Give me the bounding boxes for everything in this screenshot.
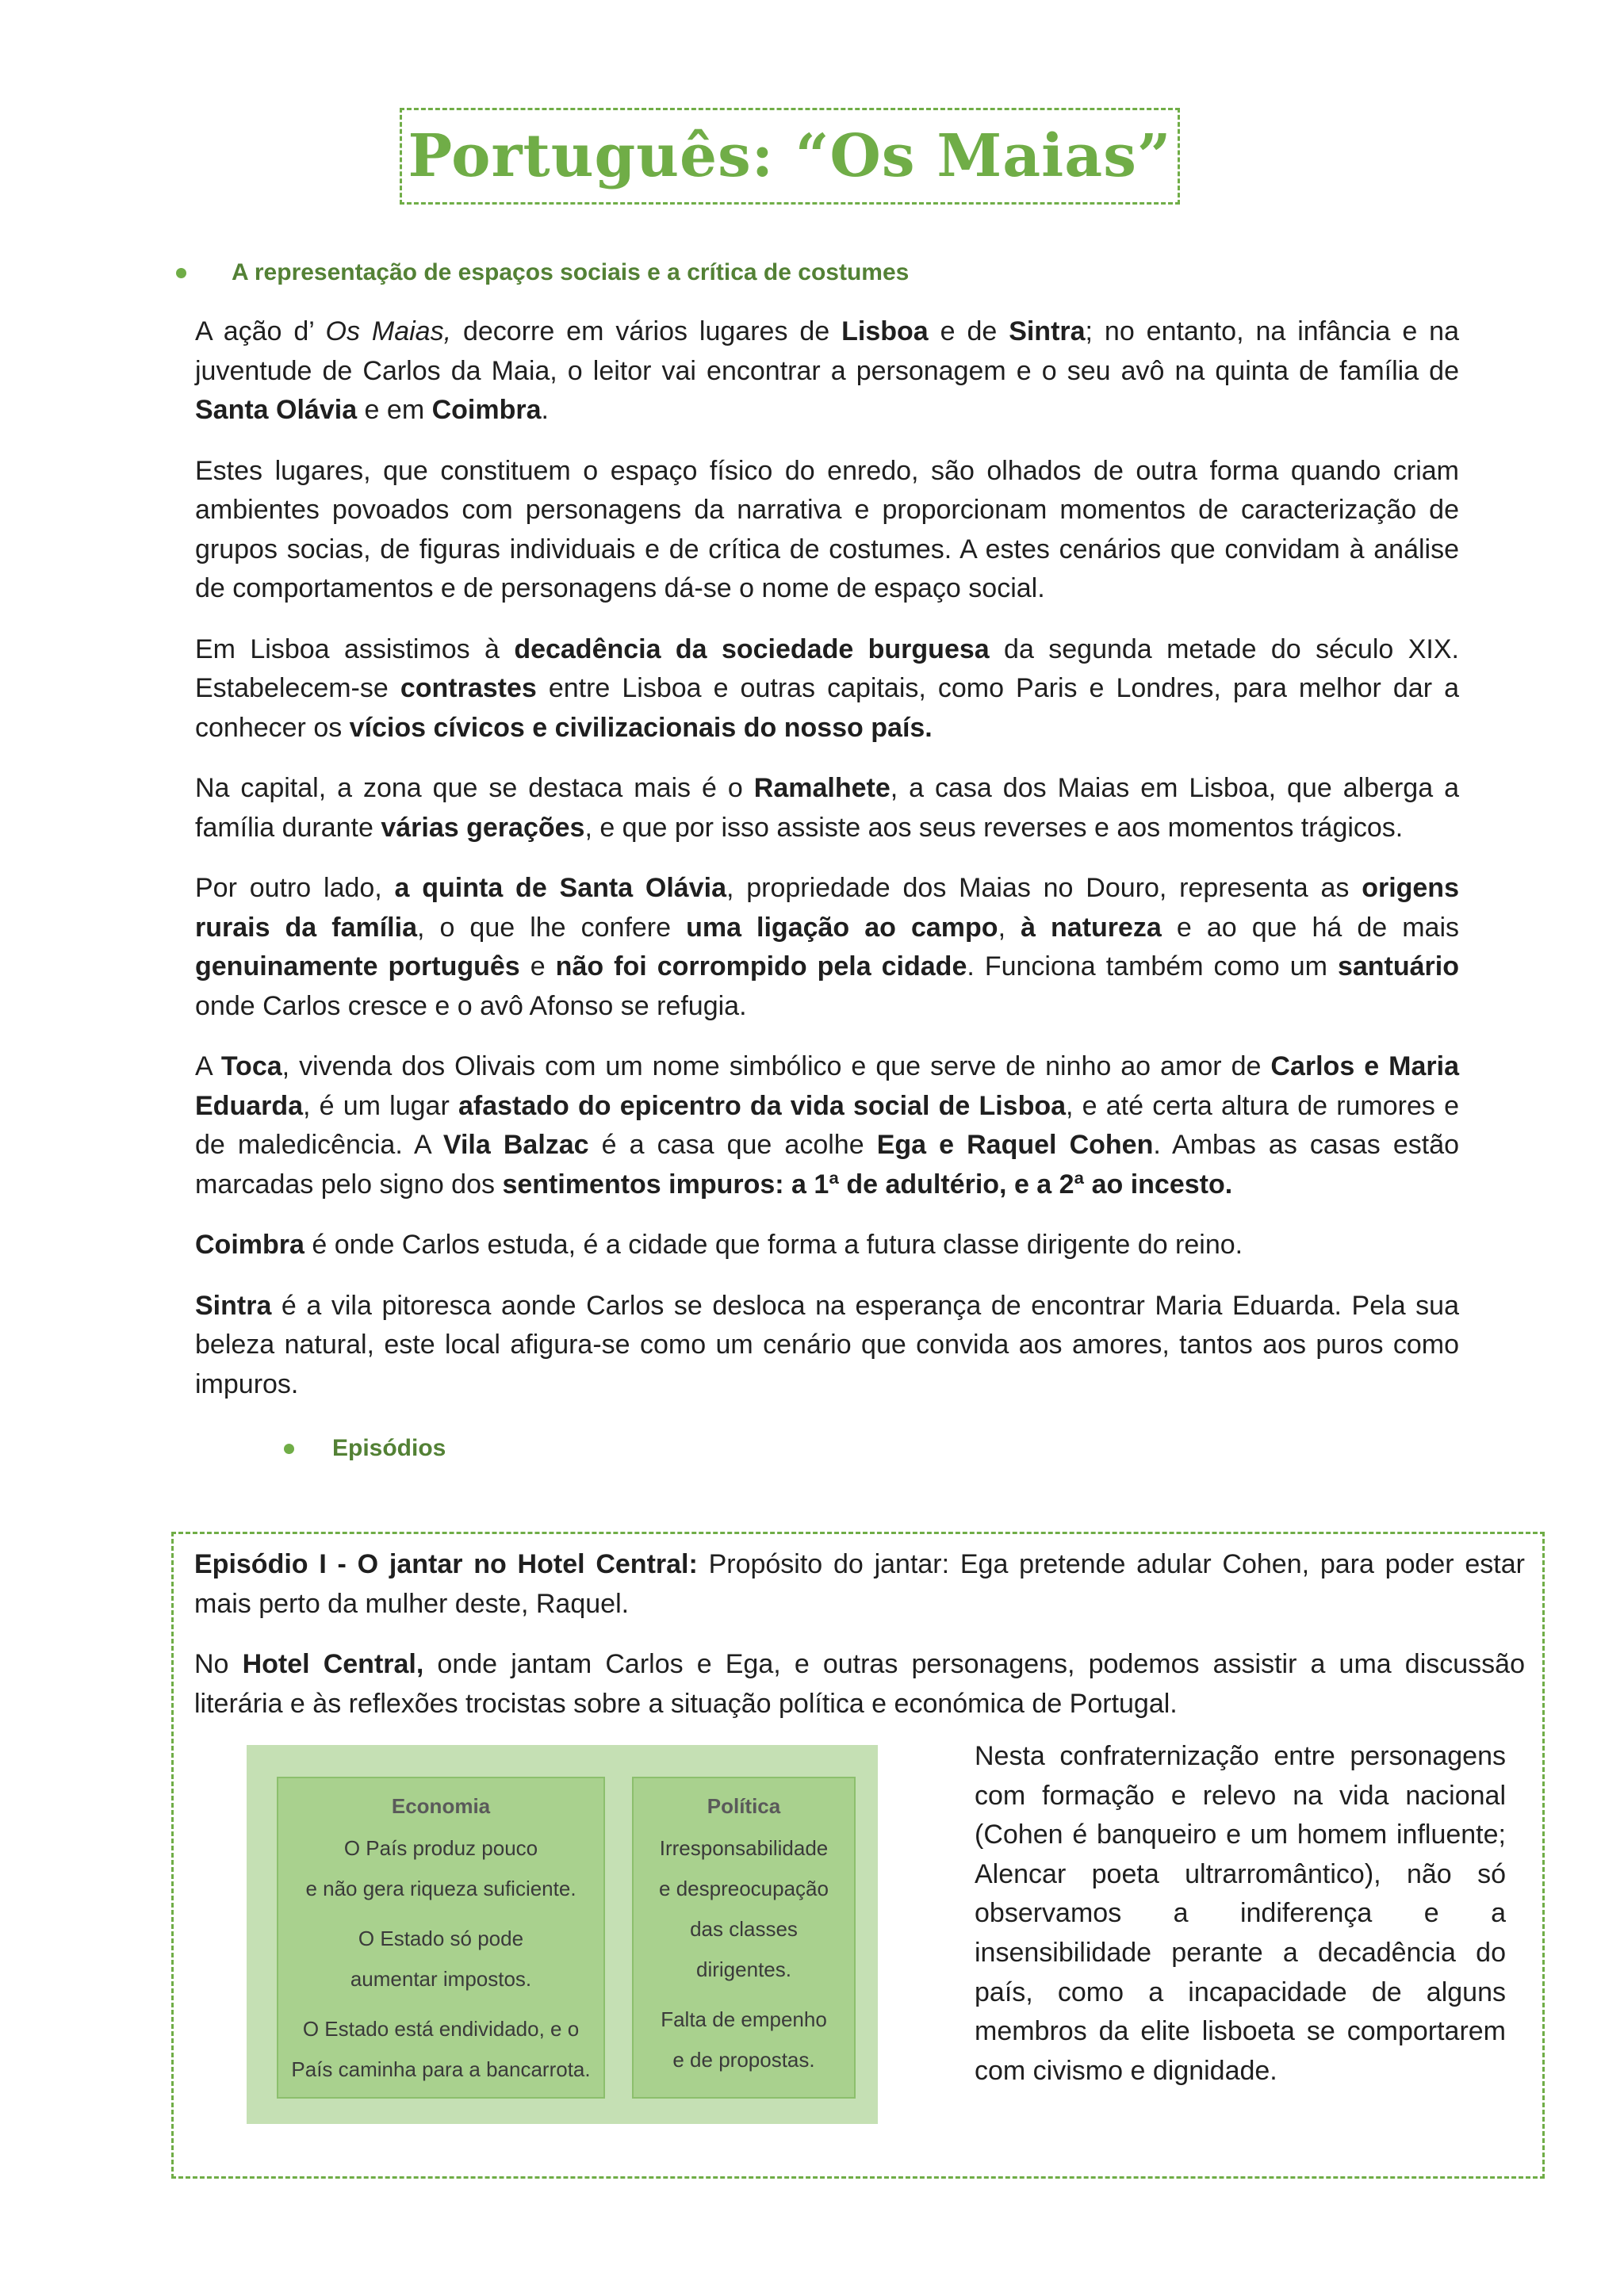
- text-run: , é um lugar: [303, 1090, 458, 1121]
- paragraph-2: Estes lugares, que constituem o espaço físico do enredo, são olhados de outra forma quando criam ambientes povoados com personagens da narrativa e proporcionam momentos de caracterização de grupos socias, de figuras individuais e de crítica de costumes. A estes cenários que convidam à análise de comportamentos e de personagens dá-se o nome de espaço social.: [195, 455, 1459, 603]
- text-run: entre Lisboa e outras capitais, como Paris e Londres, para melhor dar a conhecer os: [195, 673, 1459, 743]
- text-run-bold: Ega e Raquel Cohen: [876, 1130, 1154, 1160]
- text-run-bold: vícios cívicos e civilizacionais do nosso país.: [349, 712, 933, 743]
- paragraph-8: [195, 1287, 1459, 1405]
- text-run-bold: uma ligação ao campo: [686, 912, 998, 943]
- text-run: e de: [928, 316, 1009, 346]
- text-run-bold: Carlos e Maria Eduarda: [195, 1051, 1459, 1121]
- politica-line: e despreocupação: [659, 1877, 829, 1900]
- paragraph-6: [195, 1047, 1459, 1204]
- text-run-bold: Ramalhete: [753, 773, 891, 803]
- economia-politica-figure: [247, 1745, 878, 2124]
- text-run-bold: Coimbra: [431, 395, 542, 425]
- economia-panel: [277, 1777, 605, 2099]
- text-run: e: [519, 951, 556, 982]
- economia-line: O País produz pouco: [343, 1836, 538, 1860]
- text-run-bold: várias gerações: [381, 812, 585, 843]
- text-run-bold: Toca: [220, 1051, 282, 1081]
- text-run: Por outro lado,: [195, 873, 395, 903]
- paragraph-7: [195, 1226, 1459, 1265]
- text-run-bold: origens rurais da família: [195, 873, 1459, 943]
- politica-line: e de propostas.: [672, 2048, 815, 2072]
- text-run-bold: Santa Olávia: [195, 395, 358, 425]
- text-run-italic: Os Maias,: [325, 316, 452, 346]
- politica-title: Política: [707, 1794, 781, 1818]
- text-run-bold: santuário: [1337, 951, 1459, 982]
- bullet-icon: [284, 1444, 294, 1454]
- politica-line: Irresponsabilidade: [659, 1836, 829, 1860]
- episode-paragraph-1: [194, 1545, 1525, 1624]
- text-run: ; no entanto, na infância e na juventude de Carlos da Maia, o leitor vai encontrar a personagem e o seu avô na quinta de família de: [195, 316, 1459, 386]
- text-run-bold: Lisboa: [841, 316, 929, 346]
- section-heading-episodios: [284, 1435, 446, 1462]
- text-run: Na capital, a zona que se destaca mais é o: [195, 773, 754, 803]
- text-run: decorre em vários lugares de: [451, 316, 842, 346]
- text-run: No: [194, 1649, 243, 1679]
- economia-line: aumentar impostos.: [350, 1967, 532, 1991]
- text-run-bold: genuinamente português: [195, 951, 520, 982]
- text-run: Propósito do jantar: Ega pretende adular Cohen, para poder estar mais perto da mulher deste, Raquel.: [194, 1549, 1525, 1619]
- episode-title: Episódio I - O jantar no Hotel Central:: [194, 1549, 698, 1579]
- text-run: Em Lisboa assistimos à: [195, 633, 515, 664]
- text-run-bold: Vila Balzac: [442, 1130, 589, 1160]
- text-run: . Ambas as casas estão marcadas pelo signo dos: [195, 1130, 1460, 1200]
- text-run: , e até certa altura de rumores e de maledicência. A: [195, 1090, 1459, 1160]
- text-run-bold: a quinta de Santa Olávia: [394, 873, 726, 903]
- text-run-bold: sentimentos impuros: a 1ª de adultério, e a 2ª ao incesto.: [502, 1169, 1233, 1200]
- economia-title: Economia: [391, 1794, 491, 1818]
- paragraph-1: [195, 312, 1459, 430]
- politica-panel: [632, 1777, 856, 2099]
- text-run: ,: [998, 912, 1021, 943]
- text-run: e em: [357, 395, 432, 425]
- politica-line: Falta de empenho: [661, 2007, 827, 2031]
- text-run-bold: à natureza: [1021, 912, 1162, 943]
- section-heading-text: Episódios: [332, 1435, 446, 1461]
- text-run: onde Carlos cresce e o avô Afonso se refugia.: [195, 990, 747, 1021]
- text-run: é onde Carlos estuda, é a cidade que forma a futura classe dirigente do reino.: [304, 1230, 1243, 1260]
- text-run: .: [541, 395, 549, 425]
- paragraph-3: [195, 630, 1459, 748]
- section-heading-text: A representação de espaços sociais e a crítica de costumes: [232, 259, 910, 285]
- politica-line: das classes: [690, 1917, 798, 1941]
- episode-box: [171, 1532, 1545, 2179]
- text-run: , propriedade dos Maias no Douro, representa as: [726, 873, 1362, 903]
- text-run: . Funciona também como um: [967, 951, 1338, 982]
- text-run: , vivenda dos Olivais com um nome simbólico e que serve de ninho ao amor de: [282, 1051, 1271, 1081]
- text-run: onde jantam Carlos e Ega, e outras personagens, podemos assistir a uma discussão literária e às reflexões trocistas sobre a situação política e económica de Portugal.: [194, 1649, 1525, 1719]
- bullet-icon: [176, 268, 186, 278]
- economia-line: O Estado está endividado, e o: [302, 2017, 580, 2041]
- paragraph-5: [195, 869, 1459, 1026]
- text-run-bold: Sintra: [195, 1290, 272, 1321]
- body-text: [195, 312, 1459, 1425]
- economia-line: O Estado só pode: [358, 1927, 524, 1950]
- economia-line: País caminha para a bancarrota.: [291, 2057, 591, 2081]
- text-run: é a vila pitoresca aonde Carlos se desloca na esperança de encontrar Maria Eduarda. Pela sua beleza natural, este local afigura-se como um cenário que convida aos amores, tantos aos puros como impuros.: [195, 1290, 1459, 1399]
- text-run: A: [195, 1051, 221, 1081]
- economia-line: e não gera riqueza suficiente.: [305, 1877, 576, 1900]
- text-run-bold: decadência da sociedade burguesa: [514, 633, 990, 664]
- politica-line: dirigentes.: [696, 1957, 791, 1981]
- text-run-bold: Hotel Central,: [242, 1649, 424, 1679]
- section-heading-espacos-sociais: [176, 259, 909, 286]
- text-run-bold: Sintra: [1009, 316, 1086, 346]
- text-run: , a casa dos Maias em Lisboa, que alberga a família durante: [195, 773, 1459, 843]
- text-run-bold: afastado do epicentro da vida social de Lisboa: [458, 1090, 1067, 1121]
- text-run-bold: não foi corrompido pela cidade: [555, 951, 967, 982]
- title-box: [400, 108, 1180, 205]
- text-run: da segunda metade do século XIX. Estabelecem-se: [195, 633, 1459, 703]
- text-run: , e que por isso assiste aos seus reverses e aos momentos trágicos.: [584, 812, 1404, 843]
- text-run: , o que lhe confere: [416, 912, 687, 943]
- episode-side-paragraph: Nesta confraternização entre personagens com formação e relevo na vida nacional (Cohen é banqueiro e um homem influente; Alencar poeta ultrarromântico), não só observamos a indiferença e a insensibilidade perante a decadência do país, como a incapacidade de alguns membros da elite lisboeta se comportarem com civismo e dignidade.: [975, 1741, 1506, 2086]
- page-title: Português: “Os Maias”: [408, 122, 1172, 190]
- text-run: A ação d’: [195, 316, 326, 346]
- episode-text: [194, 1545, 1525, 1745]
- text-run-bold: Coimbra: [195, 1230, 304, 1260]
- paragraph-4: [195, 769, 1459, 848]
- text-run: é a casa que acolhe: [588, 1130, 877, 1160]
- text-run-bold: contrastes: [400, 673, 537, 703]
- text-run: e ao que há de mais: [1161, 912, 1459, 943]
- episode-paragraph-2: [194, 1645, 1525, 1724]
